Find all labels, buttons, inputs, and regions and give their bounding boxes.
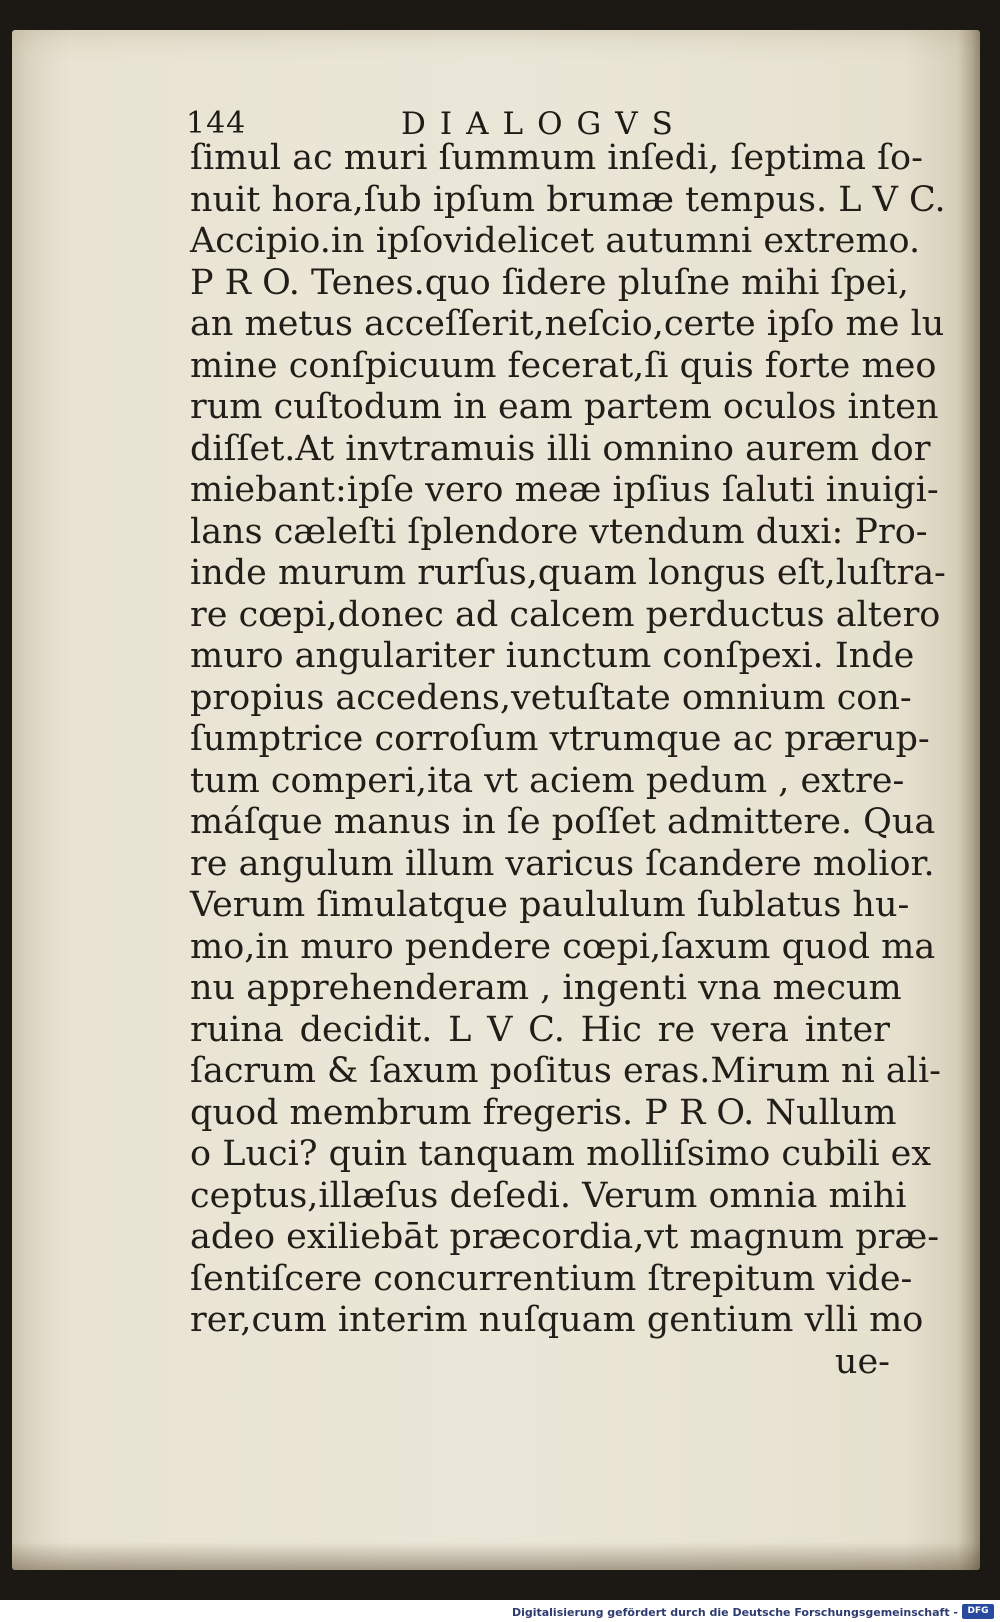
text-line: adeo exiliebāt præcordia,vt magnum præ- bbox=[190, 1217, 940, 1257]
text-line: re cœpi,donec ad calcem perductus altero bbox=[190, 594, 941, 635]
text-line: an metus acceſſerit,neſcio,certe ipſo me lu bbox=[190, 304, 945, 344]
page-bottom-shadow bbox=[12, 1542, 980, 1570]
text-line: diſſet.At invtramuis illi omnino aurem dor bbox=[190, 428, 931, 469]
text-line: ruina decidit. L V C. Hic re vera inter bbox=[190, 1009, 890, 1050]
text-line: ue- bbox=[834, 1341, 890, 1382]
text-line: propius accedens,vetuſtate omnium con- bbox=[190, 677, 912, 718]
text-line: ſumptrice corroſum vtrumque ac prærup- bbox=[190, 719, 930, 759]
text-line: nuit hora,ſub ipſum brumæ tempus. L V C. bbox=[190, 179, 946, 220]
text-line: ſacrum & ſaxum poſitus eras.Mirum ni ali- bbox=[190, 1051, 941, 1091]
text-line: tum comperi,ita vt aciem pedum , extre- bbox=[190, 760, 905, 801]
text-line: nu apprehenderam , ingenti vna mecum bbox=[190, 968, 902, 1008]
text-line: Accipio.in ipſovidelicet autumni extremo. bbox=[190, 221, 921, 261]
text-line: Verum ſimulatque paululum ſublatus hu- bbox=[190, 885, 910, 925]
text-line: inde murum rurſus,quam longus eſt,luſtra- bbox=[190, 553, 946, 593]
text-line: ſimul ac muri ſummum inſedi, ſeptima ſo- bbox=[190, 138, 923, 178]
funding-credit: Digitalisierung gefördert durch die Deutsche Forschungsgemeinschaft - bbox=[511, 1606, 958, 1619]
dfg-logo: DFG bbox=[962, 1604, 994, 1619]
text-line: re angulum illum varicus ſcandere molior. bbox=[190, 843, 935, 884]
text-line: ſentiſcere concurrentium ſtrepitum vide- bbox=[190, 1258, 913, 1299]
text-line: lans cæleſti ſplendore vtendum duxi: Pro- bbox=[190, 511, 928, 552]
page-number: 144 bbox=[186, 106, 247, 141]
body-text bbox=[190, 138, 946, 1383]
text-line: ceptus,illæſus deſedi. Verum omnia mihi bbox=[190, 1175, 907, 1216]
text-line: miebant:ipſe vero meæ ipſius ſaluti inuigi- bbox=[190, 470, 939, 510]
text-line: mine conſpicuum fecerat,ſi quis forte meo bbox=[190, 345, 937, 386]
text-line: rer,cum interim nuſquam gentium vlli mo bbox=[190, 1300, 924, 1340]
text-line: máſque manus in ſe poſſet admittere. Qua bbox=[190, 802, 936, 842]
footer-strip bbox=[0, 1600, 1000, 1622]
text-line: P R O. Tenes.quo ſidere pluſne mihi ſpei, bbox=[190, 262, 909, 303]
text-line: muro angulariter iunctum conſpexi. Inde bbox=[190, 636, 915, 676]
header-title: DIALOGVS bbox=[401, 106, 687, 142]
page-edge-shadow bbox=[958, 30, 980, 1570]
text-line: o Luci? quin tanquam molliſsimo cubili ex bbox=[190, 1134, 932, 1174]
text-line: quod membrum fregeris. P R O. Nullum bbox=[190, 1092, 897, 1133]
text-line: mo,in muro pendere cœpi,ſaxum quod ma bbox=[190, 926, 936, 967]
text-line: rum cuſtodum in eam partem oculos inten bbox=[190, 387, 939, 427]
running-head bbox=[186, 78, 886, 142]
